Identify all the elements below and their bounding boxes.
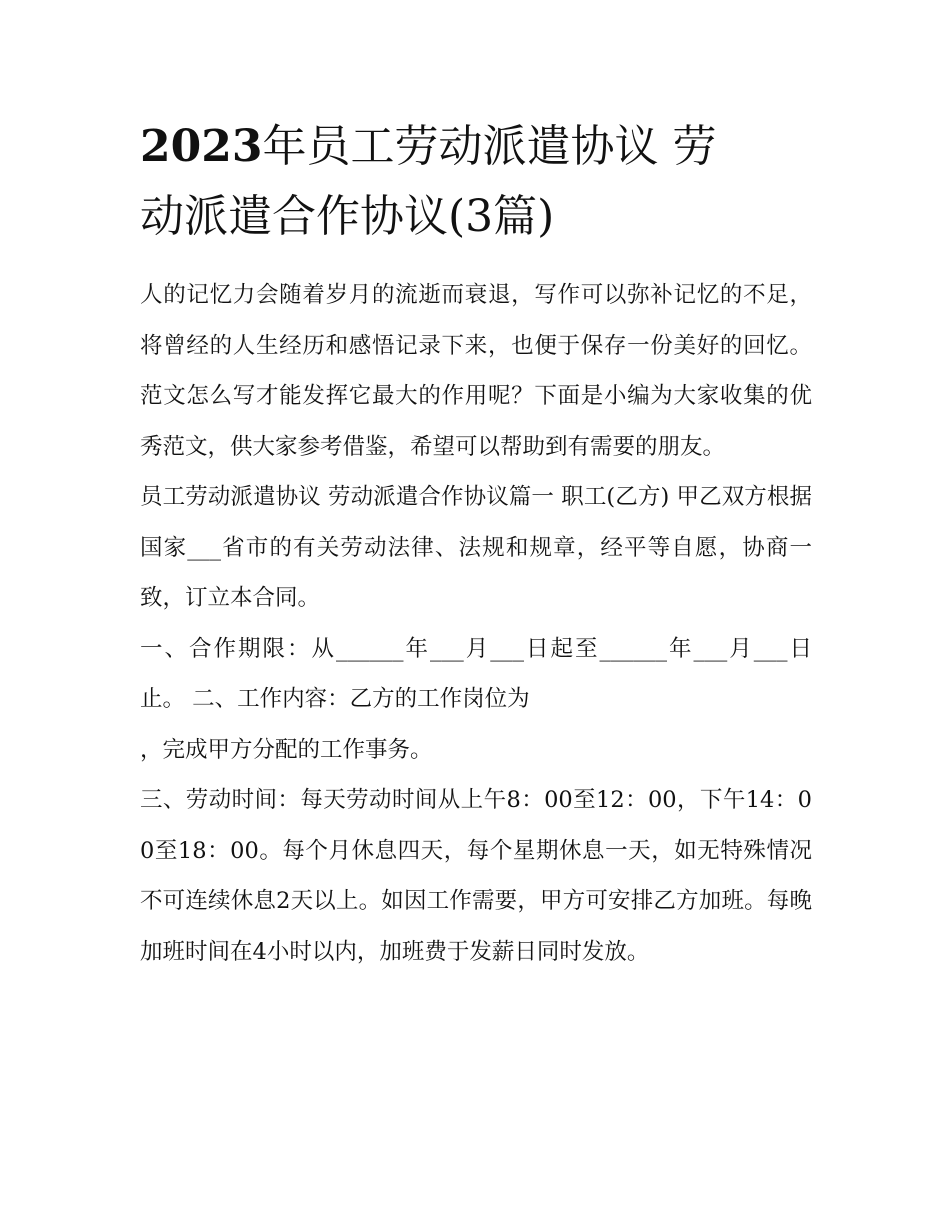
title-year: 2023 <box>140 121 263 172</box>
term-and-duties-paragraph: 一、合作期限：从______年___月___日起至______年___月___日止。 二、工作内容：乙方的工作岗位为 <box>140 635 812 712</box>
title-line-1: 2023年员工劳动派遣协议 劳 <box>140 121 717 172</box>
duties-continuation-paragraph: ，完成甲方分配的工作事务。 <box>140 736 433 763</box>
agreement-preamble-paragraph: 员工劳动派遣协议 劳动派遣合作协议篇一 职工(乙方) 甲乙双方根据国家___省市的有关劳动法律、法规和规章，经平等自愿，协商一致，订立本合同。 <box>140 484 812 611</box>
intro-paragraph: 人的记忆力会随着岁月的流逝而衰退，写作可以弥补记忆的不足，将曾经的人生经历和感悟记录下来，也便于保存一份美好的回忆。范文怎么写才能发挥它最大的作用呢？下面是小编为大家收集的优秀范文，供大家参考借鉴，希望可以帮助到有需要的朋友。 <box>140 282 812 460</box>
title-line-2: 动派遣合作协议(3篇) <box>140 191 555 242</box>
document-page <box>140 112 812 977</box>
working-hours-paragraph: 三、劳动时间：每天劳动时间从上午8：00至12：00，下午14：00至18：00。每个月休息四天，每个星期休息一天，如无特殊情况不可连续休息2天以上。如因工作需要，甲方可安排乙方加班。每晚加班时间在4小时以内，加班费于发薪日同时发放。 <box>140 787 812 965</box>
document-title <box>140 112 812 252</box>
